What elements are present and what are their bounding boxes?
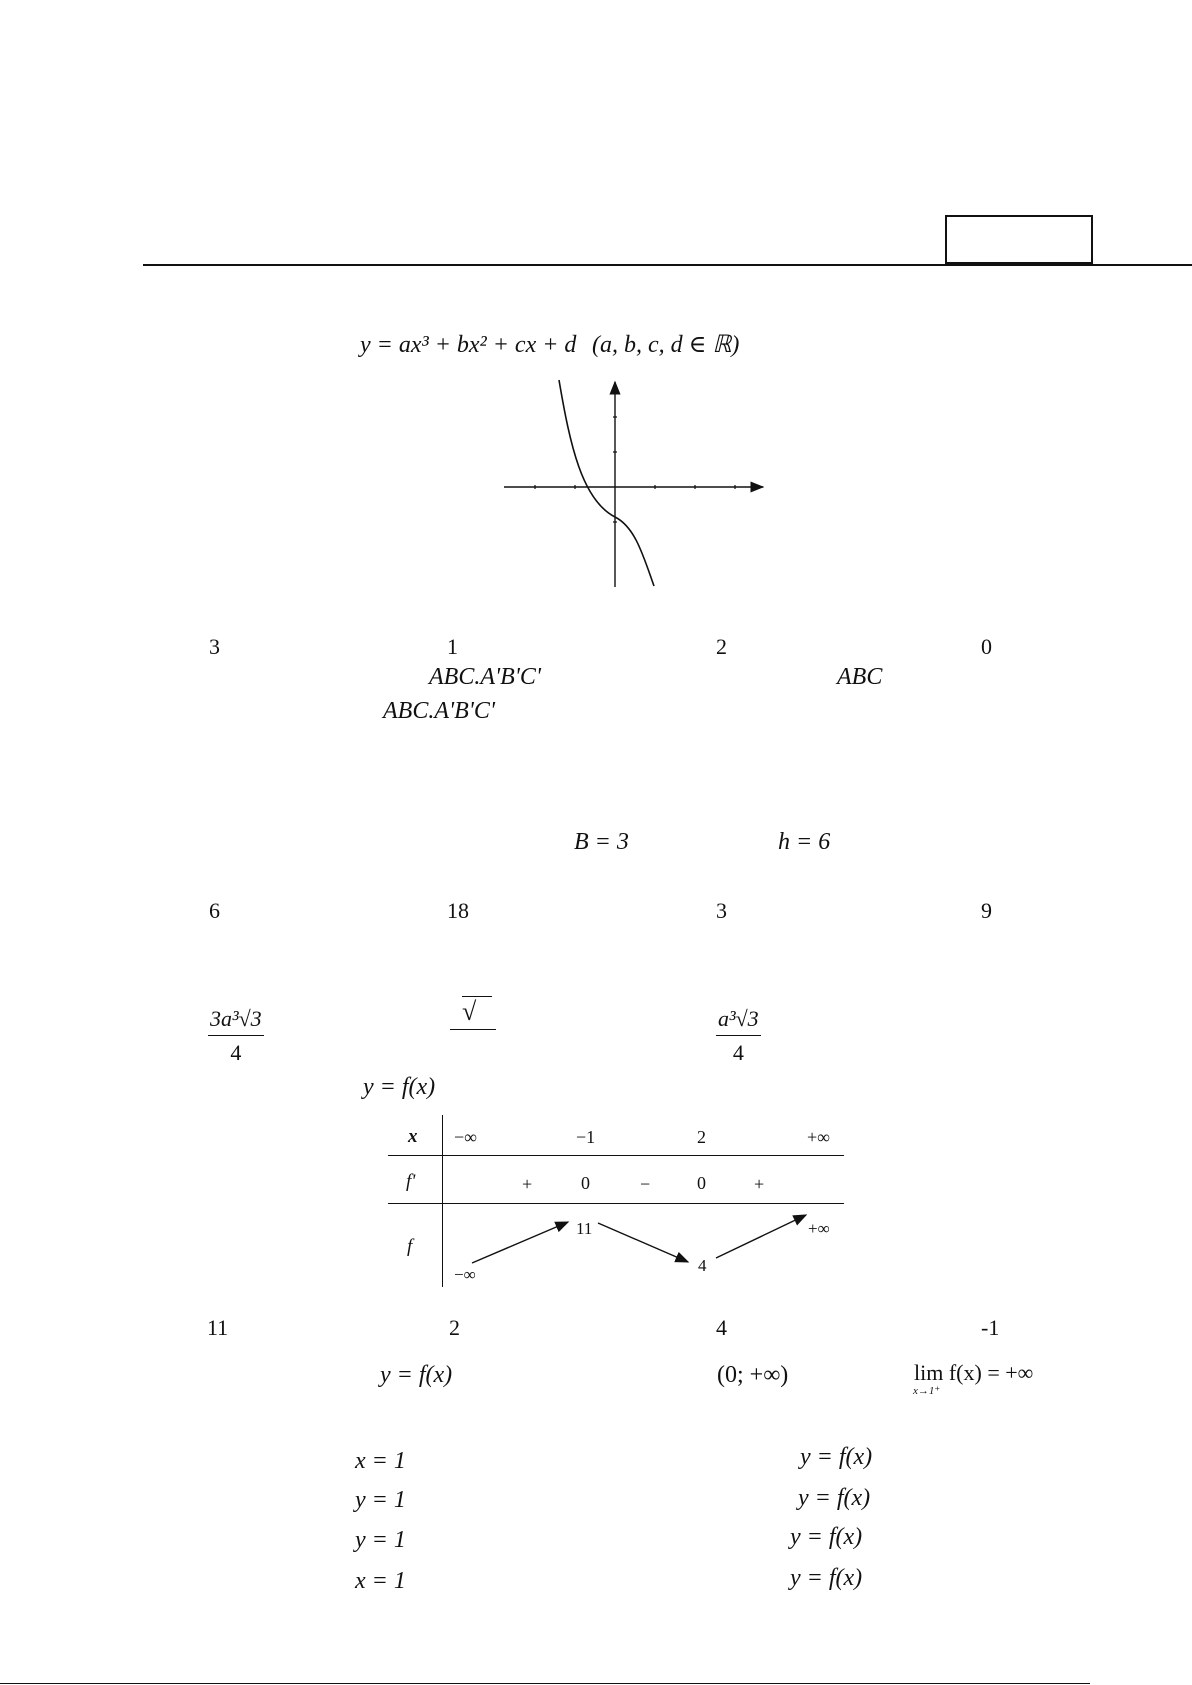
table-x-value: 2: [697, 1127, 706, 1147]
table-f-start: −∞: [454, 1265, 476, 1284]
decrease-arrow: [598, 1223, 688, 1262]
q5-function: y = f(x): [380, 1362, 453, 1388]
q1-option-c: 2: [716, 634, 727, 659]
table-f-end: +∞: [808, 1219, 830, 1238]
q4-variation-table: [388, 1115, 844, 1290]
q1-option-b: 1: [447, 634, 458, 659]
q5-answer-a-function: y = f(x): [800, 1444, 873, 1470]
cubic-curve: [559, 380, 654, 586]
q5-limit: [914, 1360, 1033, 1387]
q2-base-name: ABC: [837, 664, 883, 690]
table-f-local-max: 11: [576, 1219, 593, 1238]
q3-option-c: [716, 1006, 761, 1066]
q3-option-c-denominator: 4: [732, 1040, 744, 1065]
q5-answer-d-function: y = f(x): [790, 1565, 863, 1591]
table-f-local-min: 4: [698, 1256, 707, 1275]
q5-answer-c-function: y = f(x): [790, 1524, 863, 1550]
q5-interval: (0; +∞): [717, 1362, 789, 1388]
q2-height: h = 6: [778, 829, 831, 855]
table-sign: +: [522, 1174, 533, 1194]
footer-rule: [0, 1683, 1090, 1684]
q5-answer-d-asymptote: x = 1: [355, 1568, 406, 1594]
q2-base-area: B = 3: [574, 829, 629, 855]
q5-answer-b-function: y = f(x): [798, 1485, 871, 1511]
table-sign: 0: [697, 1173, 706, 1193]
q2-option-c: 3: [716, 898, 727, 923]
q4-option-d: -1: [981, 1315, 1000, 1340]
table-variation-arrows: [388, 1115, 844, 1290]
table-fprime-label: f': [406, 1171, 416, 1192]
q1-option-d: 0: [981, 634, 992, 659]
q3-option-b-sqrt: √: [462, 996, 492, 1027]
q1-option-a: 3: [209, 634, 220, 659]
q3-option-c-numerator: a³√3: [716, 1006, 761, 1036]
q4-option-b: 2: [449, 1315, 460, 1340]
q2-prism-name-2: ABC.A'B'C': [383, 698, 496, 724]
increase-arrow-2: [716, 1215, 806, 1258]
q1-function-formula: y = ax³ + bx² + cx + d: [360, 332, 577, 358]
table-x-value: −1: [576, 1127, 596, 1147]
q2-option-a: 6: [209, 898, 220, 923]
q5-answer-a-asymptote: x = 1: [355, 1448, 406, 1474]
q3-option-a: [208, 1006, 264, 1066]
table-x-value: −∞: [454, 1127, 477, 1147]
q5-answer-c-asymptote: y = 1: [355, 1527, 406, 1553]
header-rule: [143, 264, 1192, 266]
q2-prism-name: ABC.A'B'C': [429, 664, 542, 690]
q2-option-d: 9: [981, 898, 992, 923]
q1-parameter-set: (a, b, c, d ∈ ℝ): [592, 332, 740, 358]
q5-limit-expression: lim f(x) = +∞: [914, 1360, 1034, 1385]
table-sign: +: [754, 1174, 765, 1194]
q1-cubic-graph: [500, 375, 770, 590]
q4-function: y = f(x): [363, 1074, 436, 1100]
table-x-value: +∞: [807, 1127, 830, 1147]
q4-option-c: 4: [716, 1315, 727, 1340]
score-box: [945, 215, 1093, 264]
q3-option-a-numerator: 3a³√3: [208, 1006, 264, 1036]
q3-option-b-fraction-bar: [450, 1029, 496, 1030]
q4-option-a: 11: [207, 1315, 229, 1340]
q5-answer-b-asymptote: y = 1: [355, 1487, 406, 1513]
table-sign: 0: [581, 1173, 590, 1193]
table-sign: −: [640, 1174, 651, 1194]
q5-limit-subscript: x→1⁺: [913, 1385, 941, 1397]
q3-option-b: [450, 996, 496, 1030]
q3-option-a-denominator: 4: [230, 1040, 242, 1065]
table-f-label: f: [407, 1236, 413, 1257]
q2-option-b: 18: [447, 898, 469, 923]
increase-arrow-1: [472, 1222, 568, 1263]
table-x-label: x: [408, 1126, 418, 1147]
